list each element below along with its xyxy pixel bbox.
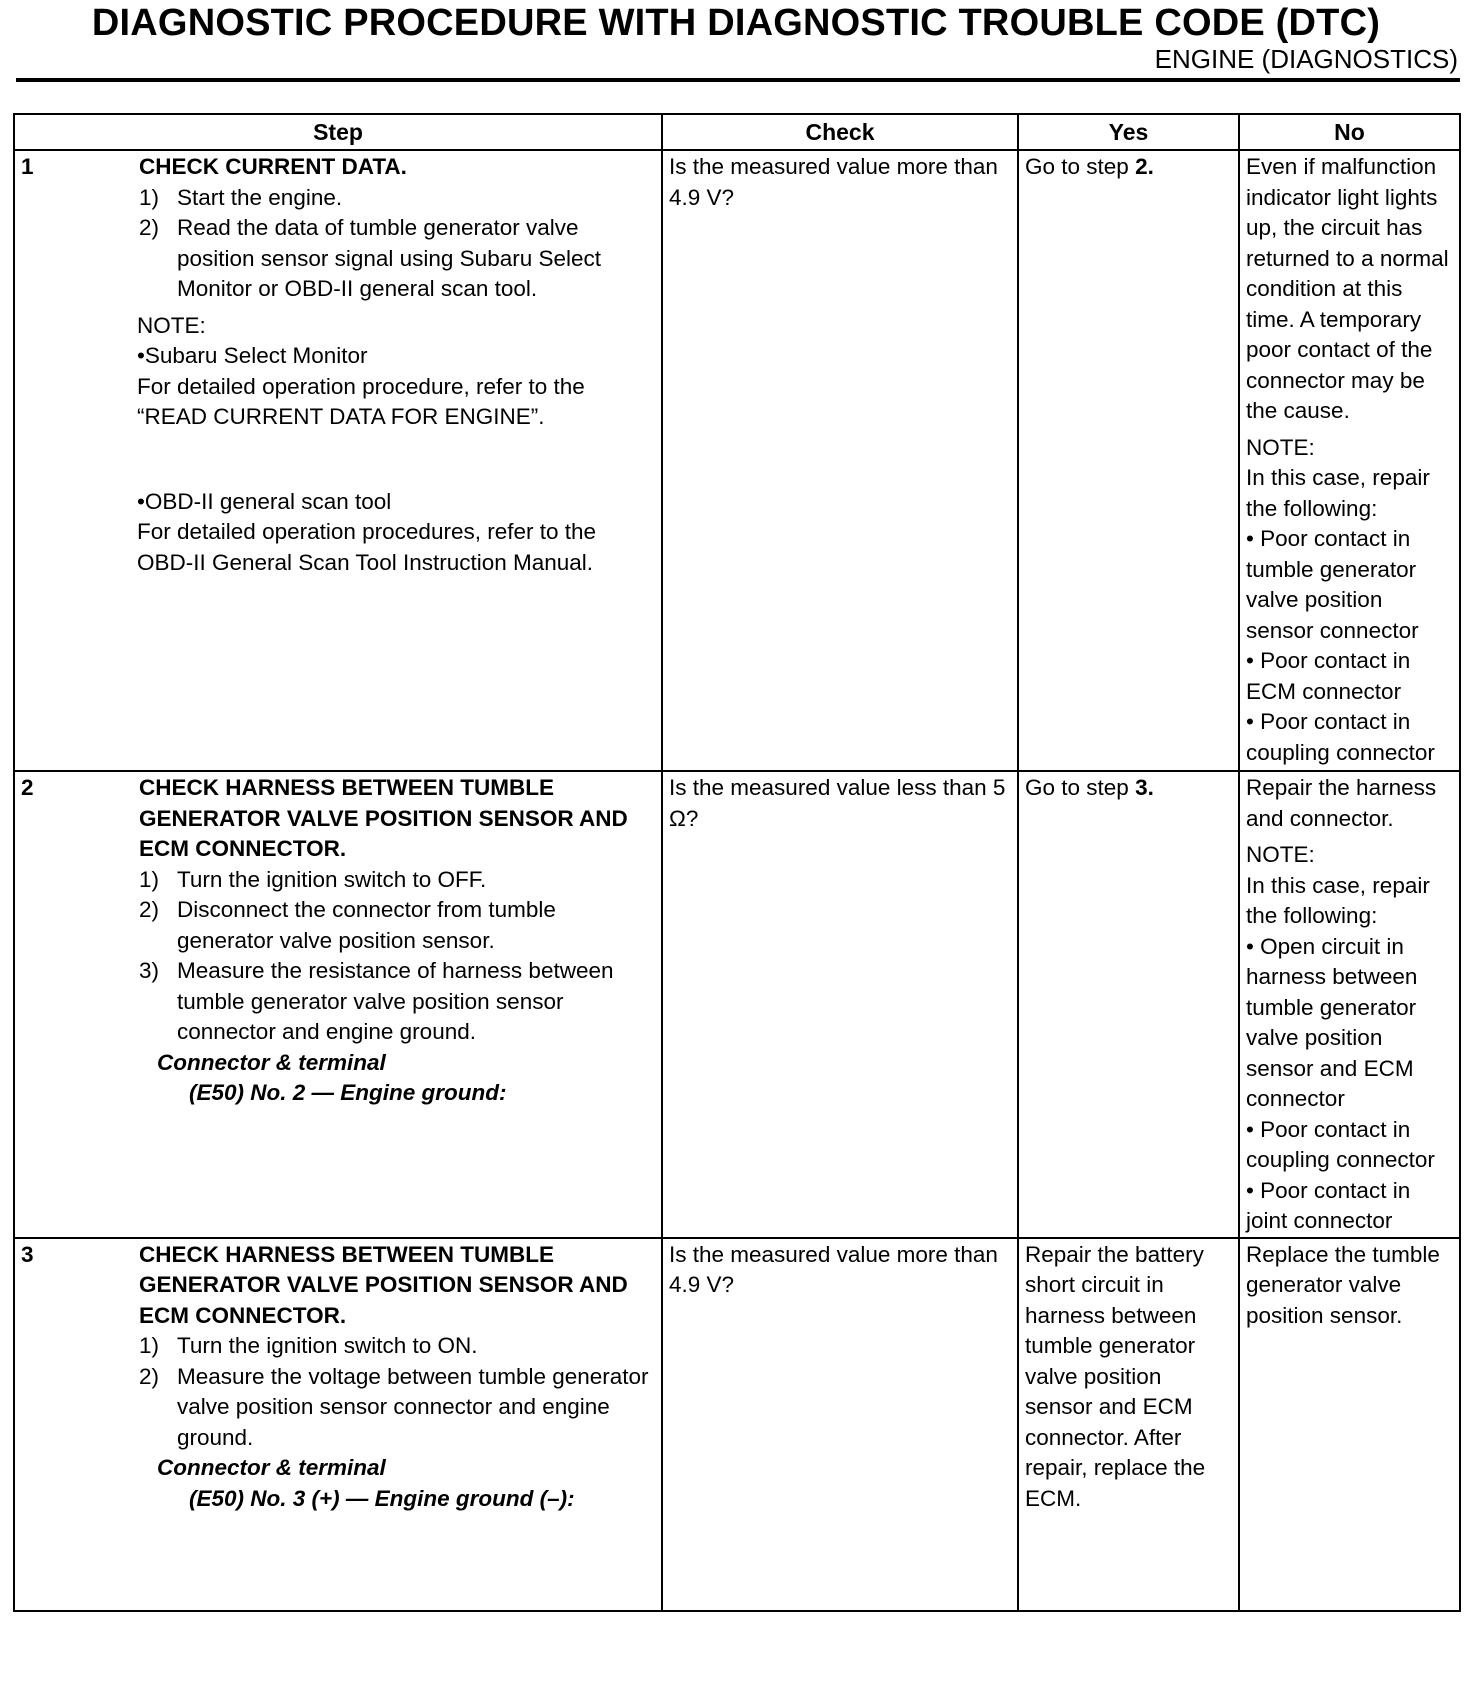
no-bullet: • Poor contact in coupling connector xyxy=(1246,709,1435,765)
step-heading: CHECK HARNESS BETWEEN TUMBLE GENERATOR VALVE POSITION SENSOR AND ECM CONNECTOR. xyxy=(139,1241,628,1328)
yes-step-link: 2. xyxy=(1135,154,1154,179)
no-bullet: • Poor contact in joint connector xyxy=(1246,1177,1411,1233)
no-note-intro: In this case, repair the following: xyxy=(1246,465,1430,521)
table-row xyxy=(14,771,1460,1238)
check-cell: Is the measured value more than 4.9 V? xyxy=(662,150,1018,771)
no-cell: Replace the tumble generator valve position sensor. xyxy=(1239,1238,1460,1611)
yes-step-link: 3. xyxy=(1135,775,1154,800)
procedure-item: 3) Measure the resistance of harness between tumble generator valve position sensor connector and engine ground. xyxy=(139,958,614,1044)
no-note-intro: In this case, repair the following: xyxy=(1246,872,1430,928)
procedure-list xyxy=(139,183,655,305)
no-cell xyxy=(1239,771,1460,1238)
step-cell xyxy=(14,1238,662,1611)
note-scan-tool-title: •OBD-II general scan tool xyxy=(137,488,392,514)
yes-cell xyxy=(1018,771,1239,1238)
note-label: NOTE: xyxy=(137,312,206,338)
step-number: 2 xyxy=(21,775,34,800)
note-block xyxy=(137,311,655,579)
no-cell xyxy=(1239,150,1460,771)
procedure-item: 2) Read the data of tumble generator valve position sensor signal using Subaru Select Monitor or OBD-II general scan tool. xyxy=(139,215,602,301)
no-note-label: NOTE: xyxy=(1246,434,1315,460)
procedure-list xyxy=(139,1331,655,1453)
no-bullet: • Poor contact in coupling connector xyxy=(1246,1116,1435,1172)
connector-label: Connector & terminal xyxy=(157,1455,386,1480)
note-select-monitor-text: For detailed operation procedure, refer to the “READ CURRENT DATA FOR ENGINE”. xyxy=(137,373,585,429)
title-divider xyxy=(16,78,1460,82)
no-note-label: NOTE: xyxy=(1246,842,1315,867)
connector-value: (E50) No. 3 (+) — Engine ground (–): xyxy=(189,1485,575,1511)
connector-label: Connector & terminal xyxy=(157,1049,386,1075)
header-step: Step xyxy=(14,114,662,150)
yes-prefix: Go to step xyxy=(1025,154,1129,179)
check-cell: Is the measured value less than 5 Ω? xyxy=(662,771,1018,1238)
page-title: DIAGNOSTIC PROCEDURE WITH DIAGNOSTIC TROUBLE CODE (DTC) xyxy=(91,2,1381,44)
header-check: Check xyxy=(662,114,1018,150)
step-number: 3 xyxy=(21,1241,34,1267)
step-cell xyxy=(14,150,662,771)
yes-prefix: Go to step xyxy=(1025,775,1129,800)
page-subtitle: ENGINE (DIAGNOSTICS) xyxy=(1154,44,1458,74)
no-bullet: • Poor contact in ECM connector xyxy=(1246,648,1411,704)
diagnostic-table xyxy=(13,113,1461,1612)
step-number: 1 xyxy=(21,154,34,179)
procedure-item: 1) Turn the ignition switch to OFF. xyxy=(139,866,487,892)
no-bullet: • Open circuit in harness between tumble generator valve position sensor and ECM connector xyxy=(1246,933,1418,1111)
note-select-monitor-title: •Subaru Select Monitor xyxy=(137,343,368,368)
step-cell xyxy=(14,771,662,1238)
procedure-item: 2) Measure the voltage between tumble generator valve position sensor connector and engine ground. xyxy=(139,1363,649,1450)
step-heading: CHECK HARNESS BETWEEN TUMBLE GENERATOR VALVE POSITION SENSOR AND ECM CONNECTOR. xyxy=(139,775,628,861)
procedure-item: 2) Disconnect the connector from tumble generator valve position sensor. xyxy=(139,897,556,953)
yes-cell: Repair the battery short circuit in harness between tumble generator valve position sensor and ECM connector. After repair, replace the ECM. xyxy=(1018,1238,1239,1611)
no-bullet: • Poor contact in tumble generator valve position sensor connector xyxy=(1246,526,1419,643)
yes-cell xyxy=(1018,150,1239,771)
table-row xyxy=(14,150,1460,771)
header-yes: Yes xyxy=(1018,114,1239,150)
no-text: Repair the harness and connector. xyxy=(1246,775,1437,831)
table-row xyxy=(14,1238,1460,1611)
step-heading: CHECK CURRENT DATA. xyxy=(139,154,407,179)
table-header-row xyxy=(14,114,1460,150)
no-text: Even if malfunction indicator light lights up, the circuit has returned to a normal condition at this time. A temporary poor contact of the connector may be the cause. xyxy=(1246,154,1449,423)
procedure-item: 1) Turn the ignition switch to ON. xyxy=(139,1333,478,1358)
connector-value: (E50) No. 2 — Engine ground: xyxy=(189,1080,507,1105)
check-cell: Is the measured value more than 4.9 V? xyxy=(662,1238,1018,1611)
note-scan-tool-text: For detailed operation procedures, refer to the OBD-II General Scan Tool Instruction Manual. xyxy=(137,519,597,575)
procedure-item: 1) Start the engine. xyxy=(139,184,343,210)
header-no: No xyxy=(1239,114,1460,150)
procedure-list xyxy=(139,865,655,1048)
